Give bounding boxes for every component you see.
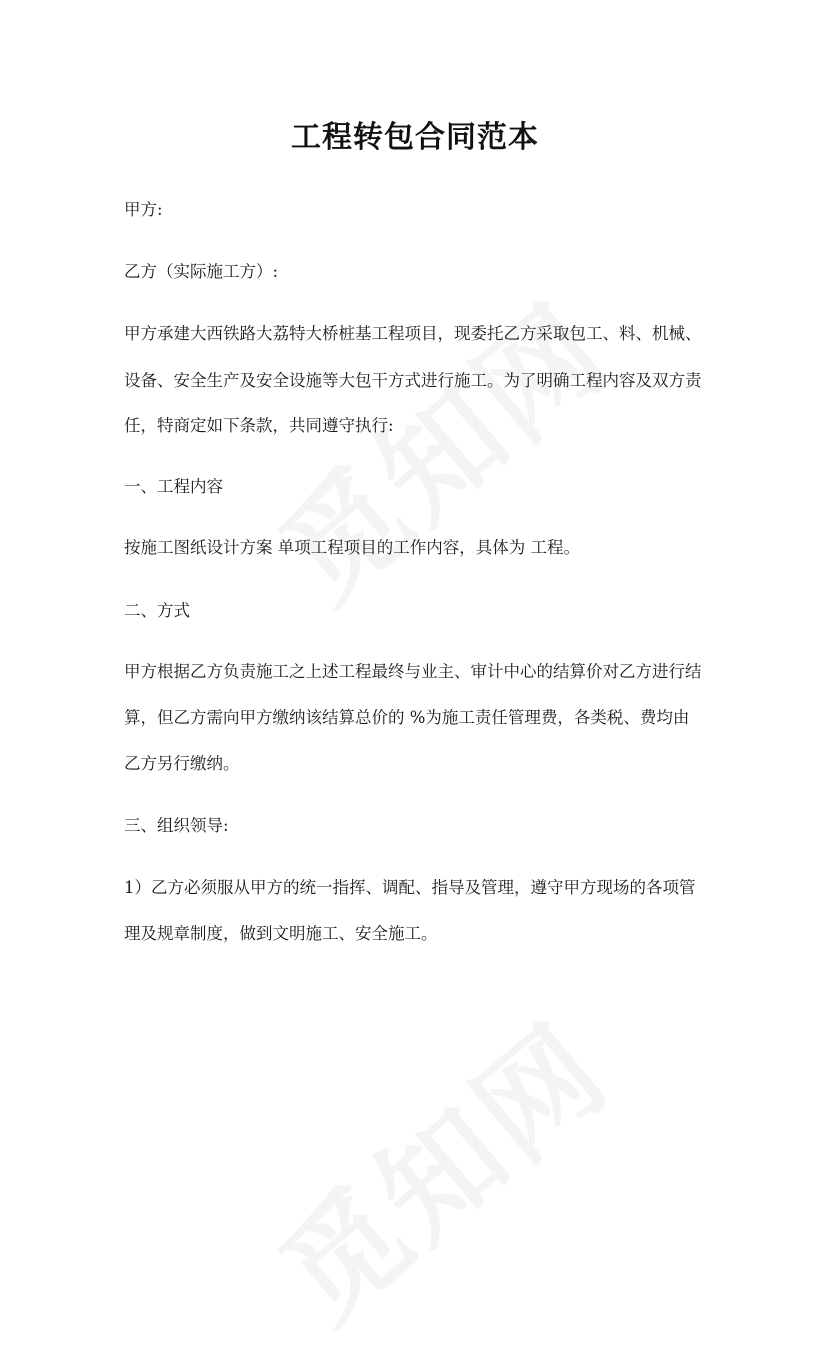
section-heading: 一、工程内容 — [124, 477, 223, 496]
section-body-line: 理及规章制度，做到文明施工、安全施工。 — [124, 924, 438, 943]
section-body-line: 甲方根据乙方负责施工之上述工程最终与业主、审计中心的结算价对乙方进行结 — [124, 662, 702, 681]
section-body-line: 算，但乙方需向甲方缴纳该结算总价的 %为施工责任管理费，各类税、费均由 — [124, 708, 690, 727]
section-body-line: 乙方另行缴纳。 — [124, 754, 240, 773]
watermark — [239, 259, 639, 634]
watermark — [239, 979, 639, 1353]
section-body-line: 1）乙方必须服从甲方的统一指挥、调配、指导及管理，遵守甲方现场的各项管 — [124, 878, 696, 897]
section-body-line: 按施工图纸设计方案 单项工程项目的工作内容，具体为 工程。 — [124, 538, 580, 557]
document-title: 工程转包合同范本 — [291, 120, 539, 155]
section-heading: 三、组织领导: — [124, 816, 229, 835]
intro-paragraph-line: 设备、安全生产及安全设施等大包干方式进行施工。为了明确工程内容及双方责 — [124, 371, 702, 390]
section-heading: 二、方式 — [124, 601, 190, 620]
party-b-line: 乙方（实际施工方）: — [124, 262, 279, 281]
party-a-line: 甲方: — [124, 200, 163, 219]
intro-paragraph-line: 任，特商定如下条款，共同遵守执行: — [124, 416, 394, 435]
intro-paragraph-line: 甲方承建大西铁路大荔特大桥桩基工程项目，现委托乙方采取包工、料、机械、 — [124, 324, 702, 343]
